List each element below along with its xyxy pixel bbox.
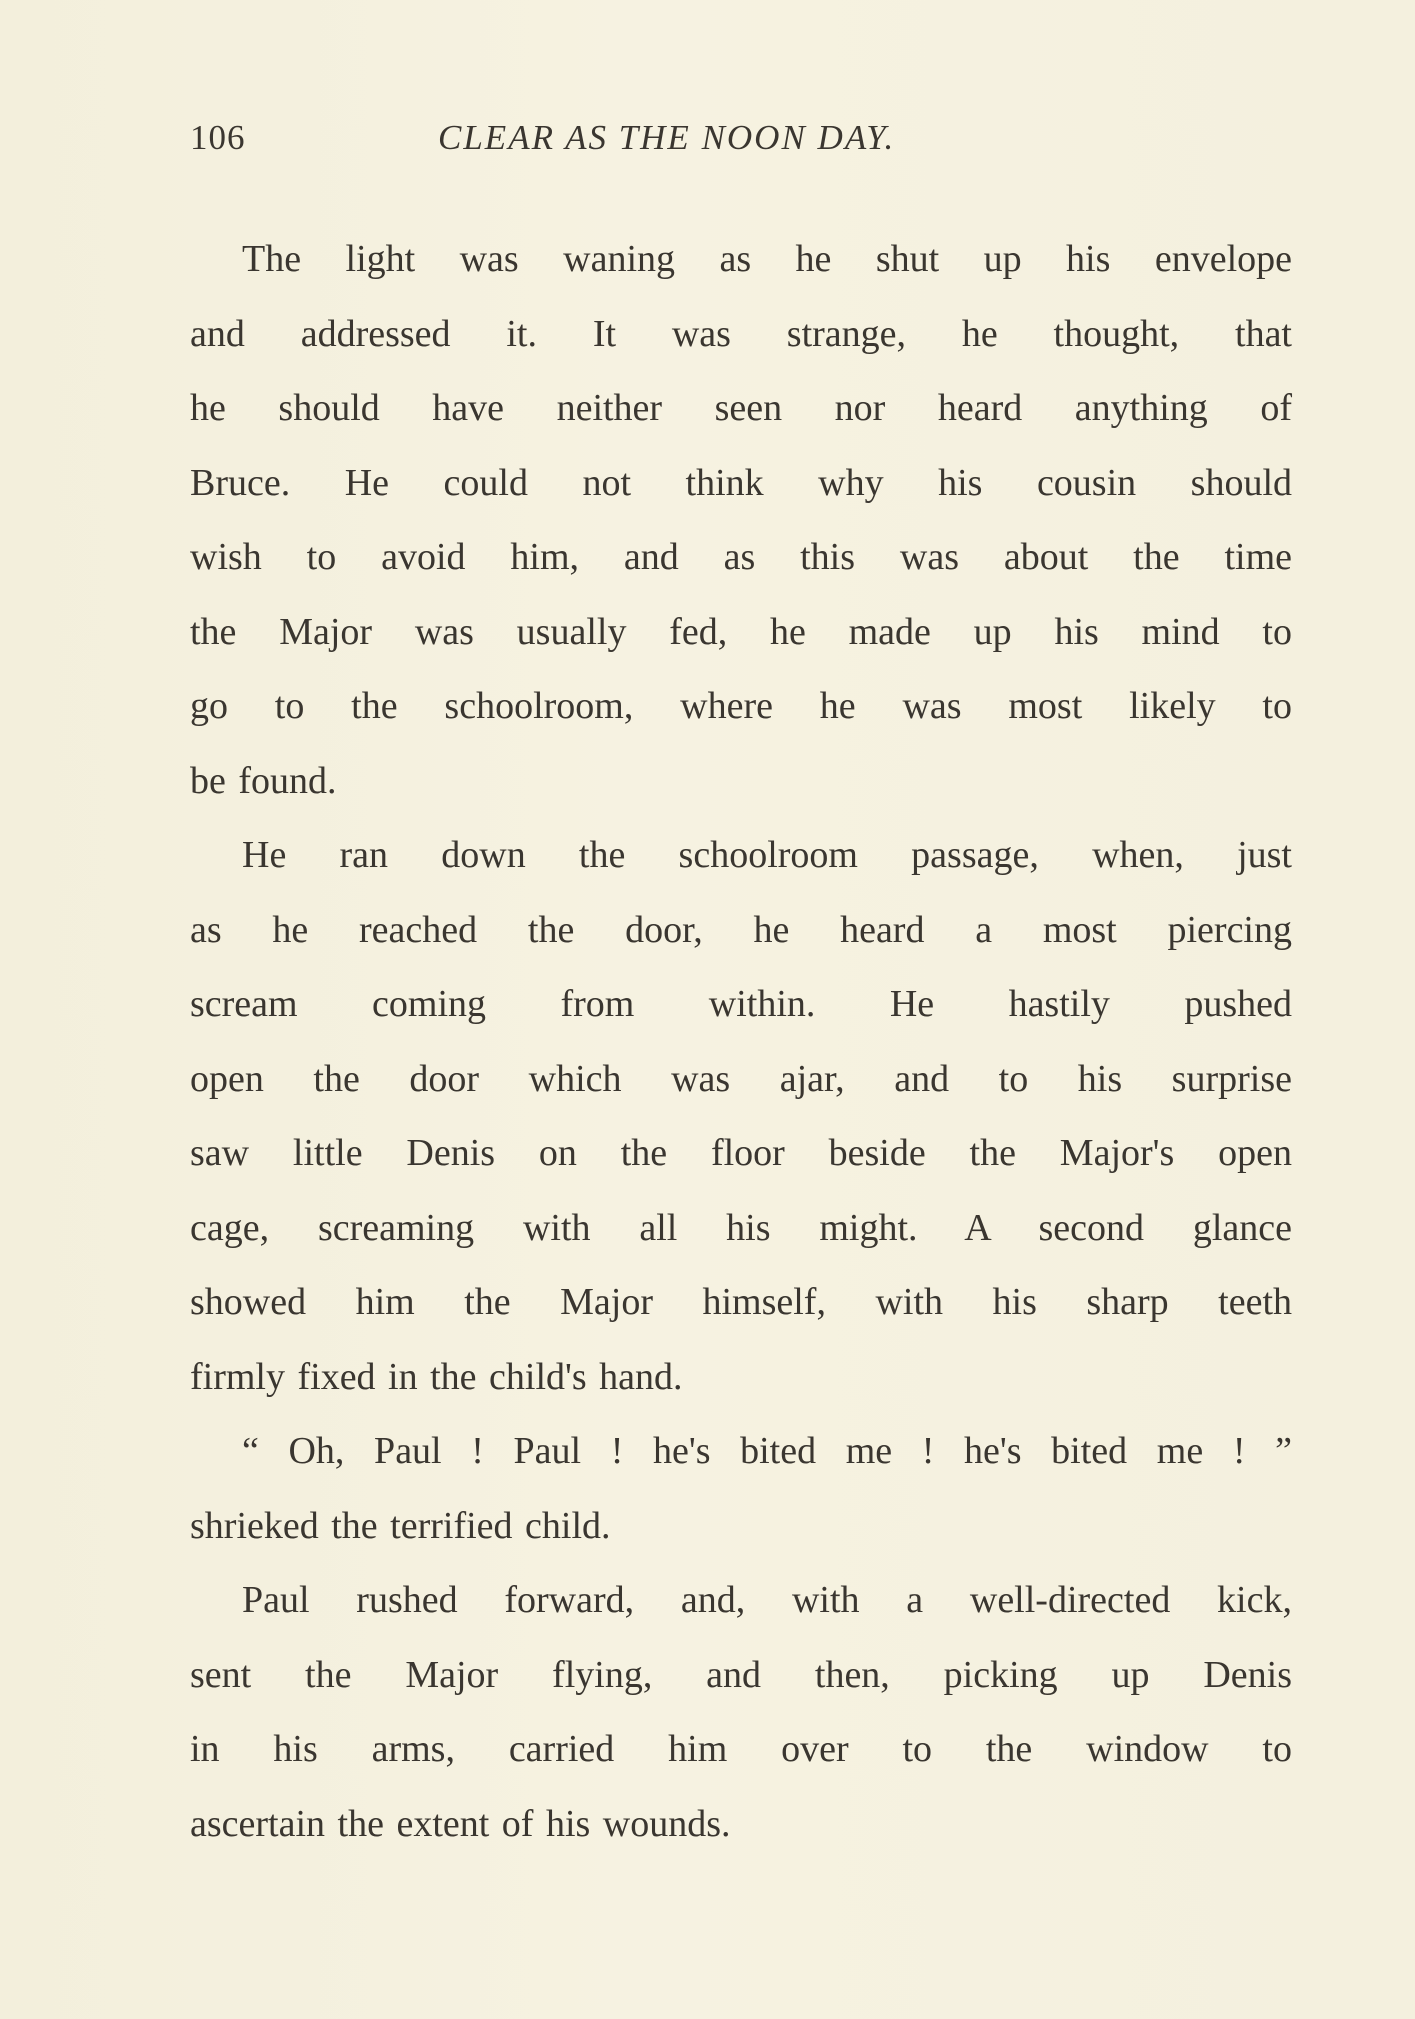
text-line: “ Oh, Paul ! Paul ! he's bited me ! he's bited me ! ” [242,1430,1292,1472]
body-text [190,222,1292,1861]
paragraph [190,818,1292,1414]
text-line: showed him the Major himself, with his sharp teeth [190,1281,1292,1323]
text-line: sent the Major flying, and then, picking up Denis [190,1653,1292,1696]
text-line: and addressed it. It was strange, he thought, that [190,312,1292,355]
text-line: wish to avoid him, and as this was about the time [190,536,1292,578]
text-line: as he reached the door, he heard a most piercing [190,908,1292,951]
text-line: Paul rushed forward, and, with a well-directed kick, [242,1579,1292,1621]
text-line: go to the schoolroom, where he was most likely to [190,685,1292,727]
text-line: scream coming from within. He hastily pushed [190,983,1292,1025]
text-line: the Major was usually fed, he made up his mind to [190,610,1292,653]
page-number: 106 [190,118,246,157]
text-line: be found. [190,759,337,802]
paragraph [190,1563,1292,1861]
text-line: open the door which was ajar, and to his surprise [190,1057,1292,1100]
paragraph [190,1414,1292,1563]
text-line: he should have neither seen nor heard anything of [190,387,1292,429]
text-line: Bruce. He could not think why his cousin should [190,461,1292,504]
text-line: firmly fixed in the child's hand. [190,1355,683,1398]
text-line: ascertain the extent of his wounds. [190,1802,731,1845]
running-title: CLEAR AS THE NOON DAY. [438,118,896,157]
text-line: saw little Denis on the floor beside the Major's open [190,1132,1292,1174]
text-line: cage, screaming with all his might. A second glance [190,1206,1292,1249]
text-line: shrieked the terrified child. [190,1504,611,1547]
running-head [190,118,1070,168]
text-line: The light was waning as he shut up his envelope [242,238,1292,280]
text-line: in his arms, carried him over to the window to [190,1728,1292,1770]
text-line: He ran down the schoolroom passage, when, just [242,834,1292,876]
paragraph [190,222,1292,818]
